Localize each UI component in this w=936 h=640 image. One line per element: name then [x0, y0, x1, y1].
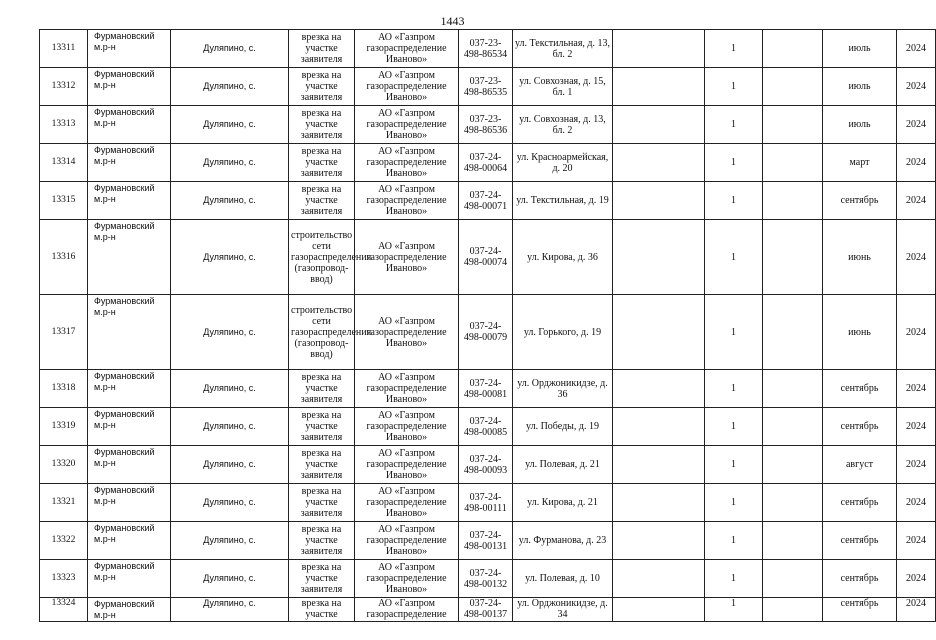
- empty-cell: [613, 295, 705, 370]
- organization-cell: АО «Газпром газораспределение Иваново»: [355, 446, 459, 484]
- application-code-cell: 037-23-498-86534: [459, 30, 513, 68]
- quantity-cell: 1: [705, 68, 763, 106]
- work-type-cell: врезка на участке заявителя: [289, 408, 355, 446]
- empty-cell: [763, 30, 823, 68]
- table-body: [40, 30, 936, 622]
- month-cell: сентябрь: [823, 484, 897, 522]
- row-number-cell: 13321: [40, 484, 88, 522]
- application-code-cell: 037-24-498-00085: [459, 408, 513, 446]
- empty-cell: [613, 182, 705, 220]
- settlement-cell: Дуляпино, с.: [171, 106, 289, 144]
- empty-cell: [763, 295, 823, 370]
- settlement-cell: Дуляпино, с.: [171, 370, 289, 408]
- organization-cell: АО «Газпром газораспределение Иваново»: [355, 370, 459, 408]
- empty-cell: [613, 370, 705, 408]
- application-code-cell: 037-24-498-00093: [459, 446, 513, 484]
- empty-cell: [763, 370, 823, 408]
- district-cell: Фурмановский м.р-н: [88, 106, 171, 144]
- quantity-cell: 1: [705, 598, 763, 622]
- row-number-cell: 13318: [40, 370, 88, 408]
- address-cell: ул. Победы, д. 19: [513, 408, 613, 446]
- empty-cell: [763, 484, 823, 522]
- organization-cell: АО «Газпром газораспределение Иваново»: [355, 295, 459, 370]
- application-code-cell: 037-24-498-00131: [459, 522, 513, 560]
- work-type-cell: врезка на участке заявителя: [289, 522, 355, 560]
- empty-cell: [763, 220, 823, 295]
- empty-cell: [613, 106, 705, 144]
- empty-cell: [763, 144, 823, 182]
- table-row: [40, 560, 936, 598]
- organization-cell: АО «Газпром газораспределение Иваново»: [355, 106, 459, 144]
- organization-cell: АО «Газпром газораспределение Иваново»: [355, 68, 459, 106]
- application-code-cell: 037-24-498-00071: [459, 182, 513, 220]
- organization-cell: АО «Газпром газораспределение Иваново»: [355, 220, 459, 295]
- district-cell: Фурмановский м.р-н: [88, 182, 171, 220]
- month-cell: сентябрь: [823, 522, 897, 560]
- district-cell: Фурмановский м.р-н: [88, 68, 171, 106]
- month-cell: июнь: [823, 220, 897, 295]
- settlement-cell: Дуляпино, с.: [171, 598, 289, 622]
- work-type-cell: врезка на участке заявителя: [289, 560, 355, 598]
- address-cell: ул. Совхозная, д. 15, бл. 1: [513, 68, 613, 106]
- empty-cell: [763, 560, 823, 598]
- address-cell: ул. Орджоникидзе, д. 34: [513, 598, 613, 622]
- empty-cell: [613, 522, 705, 560]
- empty-cell: [613, 144, 705, 182]
- district-cell: Фурмановский м.р-н: [88, 408, 171, 446]
- empty-cell: [763, 68, 823, 106]
- year-cell: 2024: [897, 68, 936, 106]
- settlement-cell: Дуляпино, с.: [171, 522, 289, 560]
- table-row: [40, 182, 936, 220]
- month-cell: июнь: [823, 295, 897, 370]
- address-cell: ул. Горького, д. 19: [513, 295, 613, 370]
- work-type-cell: строительство сети газораспределения (газопровод-ввод): [289, 220, 355, 295]
- district-cell: Фурмановский м.р-н: [88, 295, 171, 370]
- year-cell: 2024: [897, 370, 936, 408]
- settlement-cell: Дуляпино, с.: [171, 560, 289, 598]
- work-type-cell: врезка на участке заявителя: [289, 370, 355, 408]
- table-row: [40, 408, 936, 446]
- settlement-cell: Дуляпино, с.: [171, 30, 289, 68]
- organization-cell: АО «Газпром газораспределение: [355, 598, 459, 622]
- work-type-cell: врезка на участке: [289, 598, 355, 622]
- organization-cell: АО «Газпром газораспределение Иваново»: [355, 182, 459, 220]
- empty-cell: [763, 106, 823, 144]
- month-cell: август: [823, 446, 897, 484]
- quantity-cell: 1: [705, 30, 763, 68]
- settlement-cell: Дуляпино, с.: [171, 68, 289, 106]
- table-row: [40, 522, 936, 560]
- quantity-cell: 1: [705, 408, 763, 446]
- quantity-cell: 1: [705, 446, 763, 484]
- table-row: [40, 220, 936, 295]
- year-cell: 2024: [897, 220, 936, 295]
- organization-cell: АО «Газпром газораспределение Иваново»: [355, 560, 459, 598]
- address-cell: ул. Красноармейская, д. 20: [513, 144, 613, 182]
- quantity-cell: 1: [705, 220, 763, 295]
- empty-cell: [763, 408, 823, 446]
- work-type-cell: врезка на участке заявителя: [289, 30, 355, 68]
- empty-cell: [613, 446, 705, 484]
- settlement-cell: Дуляпино, с.: [171, 446, 289, 484]
- row-number-cell: 13322: [40, 522, 88, 560]
- month-cell: июль: [823, 106, 897, 144]
- application-code-cell: 037-24-498-00137: [459, 598, 513, 622]
- year-cell: 2024: [897, 560, 936, 598]
- address-cell: ул. Орджоникидзе, д. 36: [513, 370, 613, 408]
- application-code-cell: 037-23-498-86535: [459, 68, 513, 106]
- settlement-cell: Дуляпино, с.: [171, 182, 289, 220]
- organization-cell: АО «Газпром газораспределение Иваново»: [355, 144, 459, 182]
- application-code-cell: 037-24-498-00081: [459, 370, 513, 408]
- settlement-cell: Дуляпино, с.: [171, 408, 289, 446]
- row-number-cell: 13312: [40, 68, 88, 106]
- address-cell: ул. Текстильная, д. 13, бл. 2: [513, 30, 613, 68]
- quantity-cell: 1: [705, 370, 763, 408]
- table-row: [40, 30, 936, 68]
- row-number-cell: 13320: [40, 446, 88, 484]
- row-number-cell: 13323: [40, 560, 88, 598]
- quantity-cell: 1: [705, 182, 763, 220]
- settlement-cell: Дуляпино, с.: [171, 144, 289, 182]
- month-cell: сентябрь: [823, 182, 897, 220]
- district-cell: Фурмановский м.р-н: [88, 598, 171, 622]
- quantity-cell: 1: [705, 106, 763, 144]
- empty-cell: [613, 220, 705, 295]
- application-code-cell: 037-24-498-00074: [459, 220, 513, 295]
- month-cell: сентябрь: [823, 370, 897, 408]
- address-cell: ул. Текстильная, д. 19: [513, 182, 613, 220]
- work-type-cell: врезка на участке заявителя: [289, 144, 355, 182]
- table-row: [40, 484, 936, 522]
- empty-cell: [613, 484, 705, 522]
- application-code-cell: 037-24-498-00132: [459, 560, 513, 598]
- gas-connection-table: [39, 29, 936, 622]
- organization-cell: АО «Газпром газораспределение Иваново»: [355, 484, 459, 522]
- address-cell: ул. Кирова, д. 21: [513, 484, 613, 522]
- month-cell: июль: [823, 68, 897, 106]
- work-type-cell: врезка на участке заявителя: [289, 68, 355, 106]
- page-number: 1443: [440, 14, 465, 28]
- month-cell: сентябрь: [823, 598, 897, 622]
- application-code-cell: 037-24-498-00064: [459, 144, 513, 182]
- organization-cell: АО «Газпром газораспределение Иваново»: [355, 30, 459, 68]
- district-cell: Фурмановский м.р-н: [88, 446, 171, 484]
- row-number-cell: 13315: [40, 182, 88, 220]
- year-cell: 2024: [897, 144, 936, 182]
- settlement-cell: Дуляпино, с.: [171, 295, 289, 370]
- row-number-cell: 13317: [40, 295, 88, 370]
- empty-cell: [763, 182, 823, 220]
- application-code-cell: 037-24-498-00111: [459, 484, 513, 522]
- empty-cell: [613, 408, 705, 446]
- row-number-cell: 13314: [40, 144, 88, 182]
- month-cell: сентябрь: [823, 560, 897, 598]
- year-cell: 2024: [897, 446, 936, 484]
- district-cell: Фурмановский м.р-н: [88, 30, 171, 68]
- empty-cell: [613, 30, 705, 68]
- work-type-cell: строительство сети газораспределения (газопровод-ввод): [289, 295, 355, 370]
- district-cell: Фурмановский м.р-н: [88, 370, 171, 408]
- work-type-cell: врезка на участке заявителя: [289, 106, 355, 144]
- address-cell: ул. Полевая, д. 21: [513, 446, 613, 484]
- month-cell: сентябрь: [823, 408, 897, 446]
- work-type-cell: врезка на участке заявителя: [289, 446, 355, 484]
- district-cell: Фурмановский м.р-н: [88, 484, 171, 522]
- table-row: [40, 295, 936, 370]
- quantity-cell: 1: [705, 144, 763, 182]
- quantity-cell: 1: [705, 560, 763, 598]
- year-cell: 2024: [897, 408, 936, 446]
- table-row: [40, 370, 936, 408]
- table-row: [40, 446, 936, 484]
- row-number-cell: 13311: [40, 30, 88, 68]
- district-cell: Фурмановский м.р-н: [88, 220, 171, 295]
- year-cell: 2024: [897, 522, 936, 560]
- table-row: [40, 598, 936, 622]
- quantity-cell: 1: [705, 522, 763, 560]
- empty-cell: [613, 560, 705, 598]
- row-number-cell: 13319: [40, 408, 88, 446]
- table-row: [40, 106, 936, 144]
- quantity-cell: 1: [705, 295, 763, 370]
- row-number-cell: 13316: [40, 220, 88, 295]
- address-cell: ул. Фурманова, д. 23: [513, 522, 613, 560]
- work-type-cell: врезка на участке заявителя: [289, 182, 355, 220]
- application-code-cell: 037-23-498-86536: [459, 106, 513, 144]
- row-number-cell: 13324: [40, 598, 88, 622]
- year-cell: 2024: [897, 484, 936, 522]
- month-cell: март: [823, 144, 897, 182]
- empty-cell: [613, 68, 705, 106]
- empty-cell: [763, 598, 823, 622]
- settlement-cell: Дуляпино, с.: [171, 220, 289, 295]
- year-cell: 2024: [897, 598, 936, 622]
- table-row: [40, 144, 936, 182]
- work-type-cell: врезка на участке заявителя: [289, 484, 355, 522]
- district-cell: Фурмановский м.р-н: [88, 144, 171, 182]
- year-cell: 2024: [897, 295, 936, 370]
- application-code-cell: 037-24-498-00079: [459, 295, 513, 370]
- address-cell: ул. Полевая, д. 10: [513, 560, 613, 598]
- address-cell: ул. Кирова, д. 36: [513, 220, 613, 295]
- row-number-cell: 13313: [40, 106, 88, 144]
- empty-cell: [763, 522, 823, 560]
- table-row: [40, 68, 936, 106]
- district-cell: Фурмановский м.р-н: [88, 560, 171, 598]
- organization-cell: АО «Газпром газораспределение Иваново»: [355, 522, 459, 560]
- settlement-cell: Дуляпино, с.: [171, 484, 289, 522]
- organization-cell: АО «Газпром газораспределение Иваново»: [355, 408, 459, 446]
- empty-cell: [613, 598, 705, 622]
- district-cell: Фурмановский м.р-н: [88, 522, 171, 560]
- year-cell: 2024: [897, 182, 936, 220]
- address-cell: ул. Совхозная, д. 13, бл. 2: [513, 106, 613, 144]
- year-cell: 2024: [897, 30, 936, 68]
- empty-cell: [763, 446, 823, 484]
- month-cell: июль: [823, 30, 897, 68]
- year-cell: 2024: [897, 106, 936, 144]
- quantity-cell: 1: [705, 484, 763, 522]
